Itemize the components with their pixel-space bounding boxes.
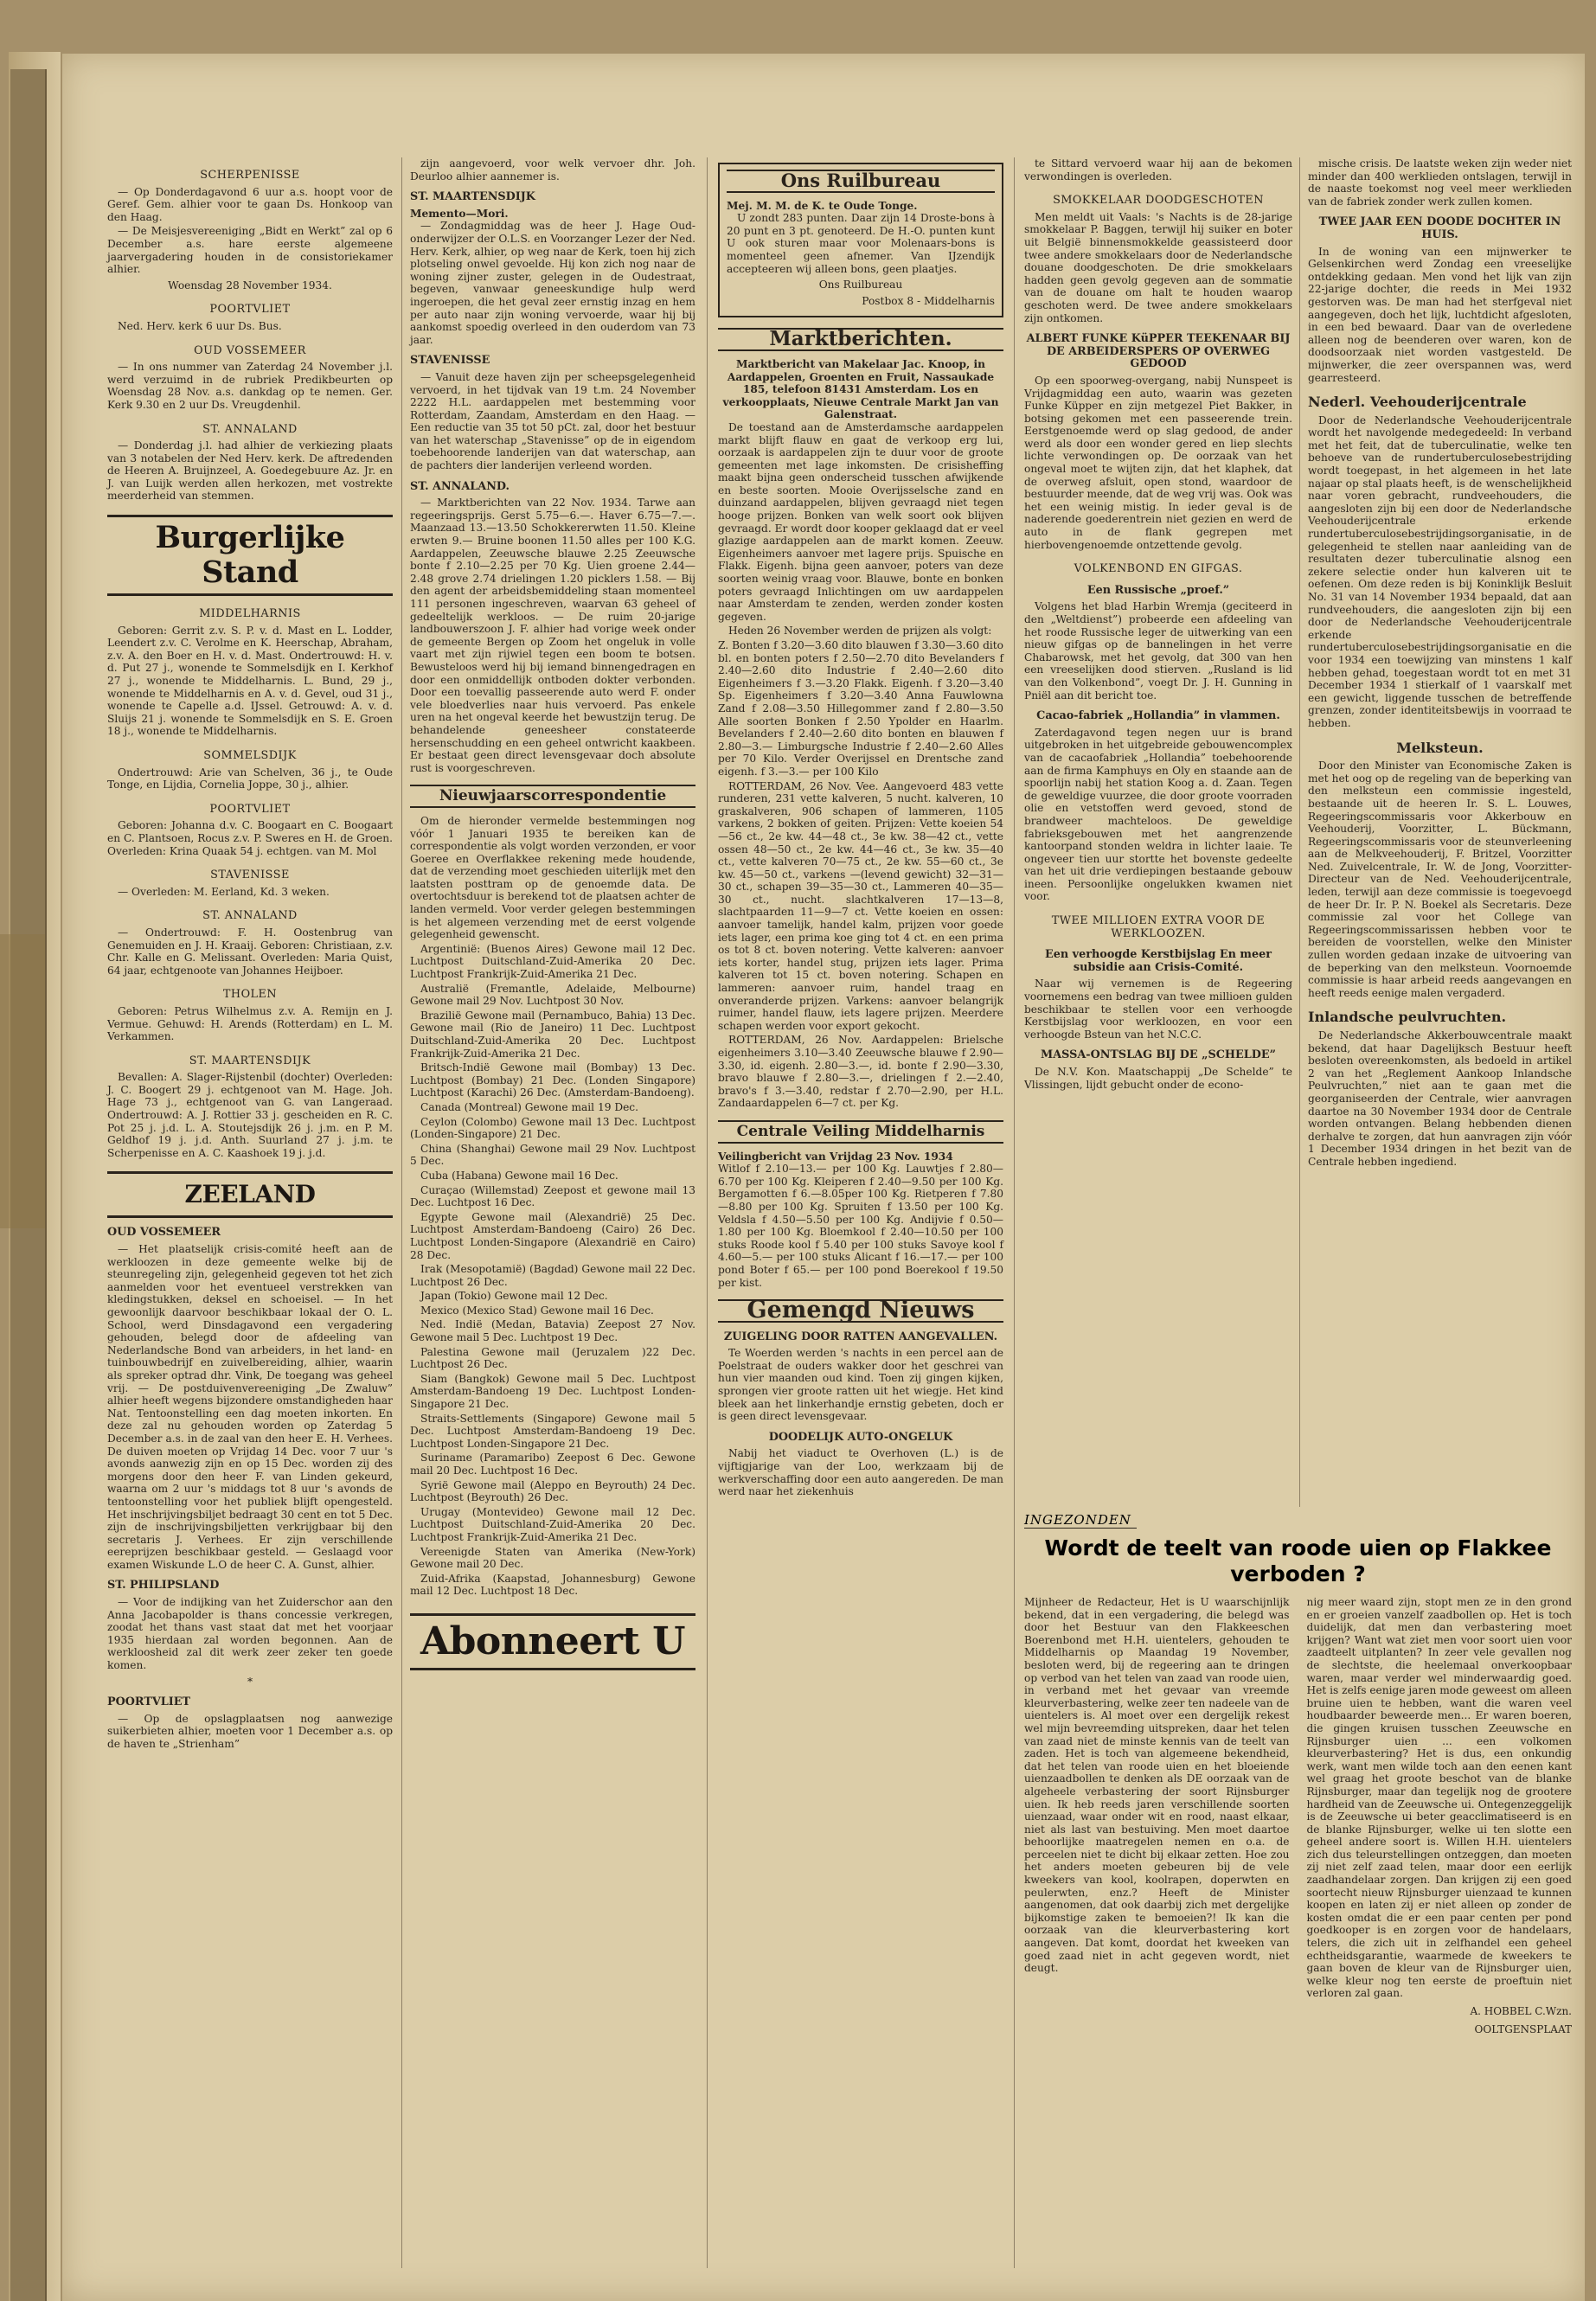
mail-schedule-item: Curaçao (Willemstad) Zeepost et gewone mail 13 Dec. Luchtpost 16 Dec. [410, 1183, 695, 1209]
section-heading: ST. MAARTENSDIJK [410, 190, 535, 204]
section-heading: MASSA-ONTSLAG BIJ DE „SCHELDE” [1041, 1048, 1276, 1062]
letter-left-column: Mijnheer de Redacteur, Het is U waarschijnlijk bekend, dat in een vergadering, die belegd was door het Bestuur van den Flakkeeschen Boerenbond met H.H. uientelers, gehouden te Middelharnis op Maandag 19 November, besloten werd, bij de regeering aan te dringen op verbod van het telen van zaad van roode uien, in verband met het gevaar van vreemde kleurverbastering, welke zeer ten nadeele van de uientelers is. Al moet over een dergelijk rekest wel mijn bevreemding uitspreken, daar het telen van zaad niet de minste kennis van de teelt van zaden. Het is toch van algemeene bekendheid, dat het telen van roode uien en het bloeiende uienzaadbollen te denken als DE oorzaak van de algeheele verbastering der soort Rijnsburger uien. Ik heb reeds jaren verschillende soorten uienzaad, waar onder wit en rood, naast elkaar, niet als last van bestuiving. Men moet daartoe behoorlijke maatregelen nemen en o.a. de perceelen niet te dicht bij elkaar zetten. Hoe zou het anders moeten gebeuren bij de vele kweekers van kool, koolrapen, doperwten en peulerwten, enz.? Heeft de Minister aangenomen, dat ook daarbij zich met dergelijke bijkomstige zaken te bemoeien?! Ik kan die oorzaak van die kleurverbastering kort aangeven. Dat komt, doordat het kweeken van goed zaad niet in acht gegeven wordt, niet deugt. [1024, 1596, 1290, 1975]
mail-schedule-item: China (Shanghai) Gewone mail 29 Nov. Luchtpost 5 Dec. [410, 1142, 695, 1168]
mail-schedule-item: Zuid-Afrika (Kaapstad, Johannesburg) Gewone mail 12 Dec. Luchtpost 18 Dec. [410, 1572, 695, 1598]
column-5 [1308, 157, 1572, 1170]
ingezonden-article [1024, 1512, 1572, 2035]
article-text: Ned. Herv. kerk 6 uur Ds. Bus. [118, 319, 282, 332]
column-3 [718, 157, 1003, 1500]
article-text: De toestand aan de Amsterdamsche aardappelen markt blijft flauw en gaat de verkoop erg lui, oorzaak is aardappelen zijn te duur voor de groote gemeenten met lage inkomsten. De crisisheffing maakt bijna geen onderscheid tusschen afwijkende en beste soorten. Mooie Overijsselsche zand en duinzand aardappelen, blijven gevraagd niet tegen hooge prijzen. Bonken van welk soort ook blijven gevraagd. Er wordt door kooper geklaagd dat er veel glazige aardappelen aan de markt komen. Zeeuw. Eigenheimers aanvoer met lagere prijs. Spuische en Flakk. Eigenh. bijna geen aanvoer, poters van deze soorten weinig vraag voor. Blauwe, bonte en bonken poters gevraagd Inlichtingen om uw aardappelen naar Amsterdam te zenden, werden zonder kosten gegeven. [718, 420, 1003, 623]
article-text: Geboren: Johanna d.v. C. Boogaart en C. Boogaart en C. Plantsoen, Rocus z.v. P. Sweres en H. de Groen. Overleden: Krina Quaak 54 j. echtgen. van M. Mol [107, 819, 393, 857]
subheading: Een Russische „proef.” [1086, 583, 1230, 597]
mail-schedule-item: Australië (Fremantle, Adelaide, Melbourne) Gewone mail 29 Nov. Luchtpost 30 Nov. [410, 982, 695, 1008]
section-heading: ST. PHILIPSLAND [107, 1579, 220, 1593]
mail-schedule-item: Suriname (Paramaribo) Zeepost 6 Dec. Gewone mail 20 Dec. Luchtpost 16 Dec. [410, 1452, 695, 1477]
section-heading: POORTVLIET [107, 1695, 191, 1709]
mail-schedule-item: Egypte Gewone mail (Alexandrië) 25 Dec. Luchtpost Amsterdam-Bandoeng (Cairo) 26 Dec. Luchtpost Londen-Singapore (Alexandrië en Cairo) 28 Dec. [410, 1210, 695, 1261]
mail-schedule-item: Siam (Bangkok) Gewone mail 5 Dec. Luchtpost Amsterdam-Bandoeng 19 Dec. Luchtpost Londen-Singapore 21 Dec. [410, 1372, 695, 1411]
article-text: Nabij het viaduct te Overhoven (L.) is de vijftigjarige van der Loo, werkzaam bij de werkverschaffing door een auto aangereden. De man werd naar het ziekenhuis [718, 1447, 1003, 1498]
article-text: ROTTERDAM, 26 Nov. Aardappelen: Brielsche eigenheimers 3.10—3.40 Zeeuwsche blauwe f 2.90—3.30, id. eigenh. 2.80—3.—, id. bonte f 2.90—3.30, bravo blauwe f 2.80—3.—, drielingen f 2.—2.40, bravo's f 3.—3.40, redstar f 2.70—2.90, per H.L. Zandaardappelen 6—7 ct. per Kg. [718, 1034, 1003, 1110]
mail-schedule-item: Palestina Gewone mail (Jeruzalem )22 Dec. Luchtpost 26 Dec. [410, 1345, 695, 1371]
section-heading: ST. ANNALAND. [410, 479, 510, 493]
ingezonden-kicker: INGEZONDEN [1024, 1512, 1137, 1529]
section-heading: ST. ANNALAND [202, 909, 298, 923]
subheading: Marktbericht van Makelaar Jac. Knoop, in Aardappelen, Groenten en Fruit, Nassaukade 185, telefoon 81431 Amsterdam. Los en verkoopplaats, Nieuwe Centrale Markt Jan van Galenstraat. [722, 357, 999, 421]
abonneert-banner: Abonneert U [410, 1613, 695, 1670]
signature: Ons Ruilbureau [818, 279, 903, 292]
section-heading: Nederl. Veehouderijcentrale [1308, 394, 1527, 411]
article-text: Om de hieronder vermelde bestemmingen nog vóór 1 Januari 1935 te bereiken kan de correspondentie als volgt worden verzonden, er voor Goeree en Overflakkee rekening mede houdende, dat de verzending moet geschieden uiterlijk met den laatsten posttram op de genoemde data. De overtochtsduur is berekend tot de plaatsen achter de landen vermeld. Voor verder gelegen bestemmingen is het algemeen verzending met de eerst volgende gelegenheid gewenscht. [410, 814, 695, 941]
column-rule [401, 157, 402, 2268]
section-heading: SMOKKELAAR DOODGESCHOTEN [1053, 194, 1264, 208]
article-text: ROTTERDAM, 26 Nov. Vee. Aangevoerd 483 vette runderen, 231 vette kalveren, 5 nucht. kalveren, 10 graskalveren, 906 schapen of lammeren, 1105 varkens, 2 bokken of geiten. Prijzen: Vette koeien 54—56 ct., 2e kw. 44—48 ct., 3e kw. 38—42 ct., vette ossen 48—50 ct., 2e kw. 44—46 ct., 3e kw. 35—40 ct., vette kalveren 70—75 ct., 2e kw. 55—60 ct., 3e kw. 45—50 ct., varkens —(levend gewicht) 32—31—30 ct., schapen 39—35—30 ct., Lammeren 40—35—30 ct., nucht. slachtkalveren 17—13—8, slachtpaarden 11—9—7 ct. Vette koeien en ossen: aanvoer tamelijk, handel kalm, prijzen voor goede iets lager, een prima koe ging tot 4 ct. en een prima os tot 8 ct. boven notering. Vette kalveren: aanvoer iets korter, handel stug, prijzen iets lager. Prima kalveren tot 15 ct. boven notering. Schapen en lammeren: aanvoer ruim, handel traag en onveranderde prijzen. Varkens: aanvoer belangrijk ruimer, handel flauw, iets lagere prijzen. Meerdere schapen werden voor export gekocht. [718, 779, 1003, 1032]
section-heading: Melksteun. [1396, 739, 1484, 756]
article-text: Naar wij vernemen is de Regeering voornemens een bedrag van twee millioen gulden beschikbaar te stellen voor een verhoogde Kerstbijslag voor werkloozen, en voor een verhoogde Bsteun van het N.C.C. [1024, 977, 1292, 1041]
article-text: — Op Donderdagavond 6 uur a.s. hoopt voor de Geref. Gem. alhier voor te gaan Ds. Honkoop van den Haag. [107, 185, 393, 223]
section-heading: STAVENISSE [210, 868, 290, 882]
signature: A. HOBBEL C.Wzn. [1470, 2005, 1572, 2017]
article-text: — Marktberichten van 22 Nov. 1934. Tarwe aan regeeringsprijs. Gerst 5.75—6.—. Haver 6.75—7.—. Maanzaad 13.—13.50 Schokkererwten 11.50. Kleine erwten 9.— Bruine boonen 11.50 alles per 100 K.G. Aardappelen, Zeeuwsche blauwe 2.25 Zeeuwsche bonte f 2.10—2.25 per 70 Kg. Uien groene 2.44—2.48 grove 2.74 drielingen 1.20 picklers 1.58. — Bij den agent der arbeidsbemiddeling staan momenteel 111 personen ingeschreven, waarvan 63 geheel of gedeeltelijk werkloos. — De ruim 20-jarige landbouwerszoon J. F. alhier had vorige week onder de gemeente Bergen op Zoom het ongeluk in volle vaart met zijn rijwiel tegen een boom te botsen. Bewusteloos werd hij bij iemand binnengedragen en door een onmiddellijk ontboden dokter verbonden. Door een toevallig passeerende auto werd F. onder vele bloedverlies naar huis vervoerd. Pas enkele uren na het ongeval keerde het bewustzijn terug. De behandelende geneesheer constateerde hersenschudding en een geheel ontwricht kaakbeen. Er bestaat geen direct levensgevaar doch absolute rust is voorgeschreven. [410, 497, 695, 774]
section-heading: POORTVLIET [209, 802, 291, 816]
mail-schedule-item: Vereenigde Staten van Amerika (New-York) Gewone mail 20 Dec. [410, 1545, 695, 1571]
section-heading: THOLEN [222, 988, 278, 1002]
mail-schedule-item: Syrië Gewone mail (Aleppo en Beyrouth) 24 Dec. Luchtpost (Beyrouth) 26 Dec. [410, 1478, 695, 1504]
column-1 [107, 157, 393, 1753]
ruilbureau-box [718, 163, 1003, 317]
separator-star: * [247, 1675, 253, 1688]
mail-schedule-item: Britsch-Indië Gewone mail (Bombay) 13 Dec. Luchtpost (Bombay) 21 Dec. (Londen Singapore) Luchtpost (Karachi) 26 Dec. (Amsterdam-Bandoeng). [410, 1061, 695, 1099]
stain [0, 934, 45, 1228]
burgerlijke-stand-header: Burgerlijke Stand [107, 515, 393, 596]
article-text: — In ons nummer van Zaterdag 24 November j.l. werd verzuimd in de rubriek Predikbeurten op Woensdag 28 Nov. a.s. dankdag op te nemen. Ger. Kerk 9.30 en 2 uur Ds. Vreugdenhil. [107, 361, 393, 411]
article-text: — Voor de indijking van het Zuiderschor aan den Anna Jacobapolder is thans concessie verkregen, zoodat het thans vast staat dat met het voorjaar 1935 hierdaan zal worden begonnen. Aan de werkloosheid zal dit werk zeer zeker ten goede komen. [107, 1596, 393, 1672]
article-text: — Zondagmiddag was de heer J. Hage Oud-onderwijzer der O.L.S. en Voorzanger Lezer der Ned. Herv. Kerk, alhier, op weg naar de Kerk, toen hij zich plotseling onwel gevoelde. Hij kon zich nog naar de woning zijner zuster, gelegen in de Oudestraat, begeven, vanwaar geneeskundige hulp werd ingeroepen, die het geval zeer ernstig inzag en hem per auto naar zijn woning vervoerde, waar hij bij aankomst spoedig overleed in den ouderdom van 73 jaar. [410, 220, 695, 346]
article-text: — Donderdag j.l. had alhier de verkiezing plaats van 3 notabelen der Ned Herv. kerk. De aftredenden de Heeren A. Bruijnzeel, A. Goedegebuure Az. Jr. en J. van Luijk werden allen herkozen, met vostrekte meerderheid van stemmen. [107, 439, 393, 503]
newspaper-page [62, 54, 1585, 2301]
section-heading: Cacao-fabriek „Hollandia” in vlammen. [1036, 709, 1280, 723]
article-text: U zondt 283 punten. Daar zijn 14 Droste-bons à 20 punt en 3 pt. genoteerd. De H.-O. punten kunt U ook sturen maar voor Molenaars-bons is momenteel geen afnemer. Van IJzendijk accepteeren wij alleen bons, geen plaatjes. [727, 212, 995, 275]
section-heading: VOLKENBOND EN GIFGAS. [1074, 562, 1243, 576]
article-text: mische crisis. De laatste weken zijn weder niet minder dan 400 werklieden ontslagen, terwijl in de naaste toekomst nog veel meer werklieden van de fabriek zonder werk zullen komen. [1308, 157, 1572, 208]
veiling-header: Centrale Veiling Middelharnis [718, 1120, 1003, 1144]
article-text: Heden 26 November werden de prijzen als volgt: [728, 625, 992, 638]
marktberichten-header: Marktberichten. [718, 328, 1003, 351]
mail-schedule-item: Brazilië Gewone mail (Pernambuco, Bahia) 13 Dec. Gewone mail (Rio de Janeiro) 11 Dec. Luchtpost Duitschland-Zuid-Amerika 20 Dec. Luchtpost Frankrijk-Zuid-Amerika 21 Dec. [410, 1009, 695, 1060]
section-heading: SOMMELSDIJK [203, 749, 297, 762]
section-heading: ST. MAARTENSDIJK [189, 1054, 311, 1067]
zeeland-header: ZEELAND [107, 1171, 393, 1218]
article-text: Ondertrouwd: Arie van Schelven, 36 j., te Oude Tonge, en Lijdia, Cornelia Joppe, 30 j., alhier. [107, 766, 393, 792]
column-rule [1014, 157, 1015, 2268]
article-text: In de woning van een mijnwerker te Gelsenkirchen werd Zondag een vreeselijke ontdekking gedaan. Men vond het lijk van zijn 22-jarige dochter, die reeds in Mei 1932 gestorven was. De man had het sterfgeval niet aangegeven, doch het lijk, luchtdicht afgesloten, in een bed bewaard. Daar van de overledene alleen nog de beenderen over waren, kon de doodsoorzaak niet worden vastgesteld. De mijnwerker, die zeer overspannen was, werd gearresteerd. [1308, 245, 1572, 384]
section-heading: OUD VOSSEMEER [194, 343, 306, 357]
section-heading: ALBERT FUNKE KüPPER TEEKENAAR BIJ DE ARBEIDERSPERS OP OVERWEG GEDOOD [1026, 332, 1291, 371]
price-list: Z. Bonten f 3.20—3.60 dito blauwen f 3.30—3.60 dito bl. en bonten poters f 2.50—2.70 dito Bevelanders f 2.40—2.60 dito Industrie f 2.40—2.60 dito Eigenheimers f 3.—3.20 Flakk. Eigenh. f 3.20—3.40 Sp. Eigenheimers f 3.20—3.40 Anna Fauwlowna Zand f 2.08—3.50 Hillegommer zand f 2.80—3.50 Alle soorten Bonken f 2.50 Ypolder en Haarlm. Bevelanders f 2.40—2.60 dito bonten en blauwen f 2.80—3.— Limburgsche Industrie f 2.40—2.60 Alles per 70 Kilo. Verder Overijssel en Drentsche zand eigenh. f 3.—3.— per 100 Kilo [718, 639, 1003, 778]
article-text: Te Woerden werden 's nachts in een percel aan de Poelstraat de ouders wakker door het geschrei van hun vier maanden oud kind. Toen zij gingen kijken, sprongen vier groote ratten uit het wiegje. Het kind bleek aan het linkerhandje ernstig gebeten, doch er is geen direct levensgevaar. [718, 1347, 1003, 1423]
article-text: — De Meisjesvereeniging „Bidt en Werkt” zal op 6 December a.s. hare eerste algemeene jaarvergadering houden in de consistoriekamer alhier. [107, 225, 393, 276]
article-text: Volgens het blad Harbin Wremja (geciteerd in den „Weltdienst”) probeerde een afdeeling van het roode Russische leger de uitwerking van een nieuw gifgas op de bannelingen in het verre Chabarowsk, met het gevolg, dat 300 van hen een vreeselijken dood stierven. „Rusland is lid van den Volkenbond”, voegt Dr. J. H. Gunning in Pniël aan dit bericht toe. [1024, 600, 1292, 702]
nieuwjaar-header: Nieuwjaarscorrespondentie [410, 785, 695, 808]
mail-schedule-item: Ned. Indië (Medan, Batavia) Zeepost 27 Nov. Gewone mail 5 Dec. Luchtpost 19 Dec. [410, 1318, 695, 1344]
column-rule [1299, 157, 1300, 1507]
mail-schedule-item: Cuba (Habana) Gewone mail 16 Dec. [420, 1169, 619, 1182]
article-text: — Ondertrouwd: F. H. Oostenbrug van Genemuiden en J. H. Kraaij. Geboren: Christiaan, z.v. Chr. Kalle en G. Melissant. Overleden: Maria Quist, 64 jaar, echtgenoote van Johannes Heijboer. [107, 926, 393, 977]
section-heading: SCHERPENISSE [200, 169, 300, 182]
article-text: Men meldt uit Vaals: 's Nachts is de 28-jarige smokkelaar P. Baggen, terwijl hij suiker en boter uit België binnensmokkelde geassisteerd door twee andere smokkelaars door de Nederlandsche douane doodgeschoten. De drie smokkelaars hadden geen gevolg gegeven aan de sommatie van de douane om halt te houden waarop geschoten werd. De twee andere smokkelaars zijn ontkomen. [1024, 210, 1292, 324]
article-text: Geboren: Gerrit z.v. S. P. v. d. Mast en L. Lodder, Leendert z.v. C. Verolme en K. Heerschap, Abraham, z.v. A. den Boer en H. v. d. Mast. Ondertrouwd: H. v. d. Put 27 j., wonende te Sommelsdijk en I. Kerkhof 27 j., wonende te Middelharnis. L. Bund, 29 j., wonende te Middelharnis en A. v. d. Gevel, oud 31 j., wonende te Capelle a.d. IJssel. Getrouwd: A. v. d. Sluijs 21 j. wonende te Sommelsdijk en S. E. Groen 18 j., wonende te Middelharnis. [107, 624, 393, 738]
price-list: Witlof f 2.10—13.— per 100 Kg. Lauwtjes f 2.80—6.70 per 100 Kg. Kleiperen f 2.40—9.50 per 100 Kg. Bergamotten f 6.—8.05per 100 Kg. Rietperen f 7.80—8.80 per 100 Kg. Spruiten f 13.50 per 100 Kg. Veldsla f 4.50—5.50 per 100 Kg. Andijvie f 0.50—1.80 per 100 Kg. Bloemkool f 2.40—10.50 per 100 stuks Roode kool f 5.40 per 100 stuks Savoye kool f 4.60—5.— per 100 stuks Alicant f 16.—17.— per 100 pond Boter f 65.— per 100 pond Boerekool f 19.50 per kist. [718, 1163, 1003, 1289]
subheading: Mej. M. M. de K. te Oude Tonge. [727, 199, 918, 212]
article-text: — Het plaatselijk crisis-comité heeft aan de werkloozen in deze gemeente welke bij de steunregeling zijn, gelegenheid gegeven tot het zich aanmelden voor het eventueel verstrekken van kledingstukken, deksel en schoeisel. — In het gewoonlijk daarvoor beschikbaar lokaal der O. L. School, werd Dinsdagavond een vergadering gehouden, belegd door de afdeeling van Nederlandsche Bond van arbeiders, in het land- en tuinbouwbedrijf en zuivelbereiding, alhier, waarin als spreker optrad dhr. Vink, De toegang was geheel vrij. — De postduivenvereeniging „De Zwaluw” alhier heeft wegens bijzondere omstandigheden haar Nat. Tentoonstelling een dag moeten inkorten. En deze zal nu gehouden worden op Zaterdag 5 December a.s. in de zaal van den heer E. H. Verhees. De duiven moeten op Vrijdag 14 Dec. voor 7 uur 's avonds aanwezig zijn en op 15 Dec. worden zij des morgens door den heer F. van Linden gekeurd, waarna om 2 uur 's middags tot 8 uur 's avonds de tentoonstelling voor het publiek blijft opengesteld. Het inschrijvingsbiljet bedraagt 30 cent en tot 5 Dec. zijn de inschrijvingsbiljetten verkrijgbaar bij den secretaris J. Verhees. Er zijn verschillende eereprijzen beschikbaar gesteld. — Geslaagd voor examen Wiskunde L.O de heer C. A. Gunst, alhier. [107, 1243, 393, 1571]
subheading: Veilingbericht van Vrijdag 23 Nov. 1934 [718, 1150, 953, 1163]
article-text: Door den Minister van Economische Zaken is met het oog op de regeling van de beperking van den melksteun een commissie ingesteld, bestaande uit de heeren Ir. S. L. Louwes, Regeeringscommissaris voor Akkerbouw en Veehouderij, Voorzitter, L. Bückmann, Regeeringscommissaris voor de steunverleening aan de Melkveehouderij, F. Britzel, Voorzitter Ned. Zuivelcentrale, Ir. W. de Jong, Voorzitter-Directeur van de Ned. Veehouderijcentrale, leden, terwijl aan deze commissie is toegevoegd de heer Dr. Ir. P. N. Boekel als Secretaris. Deze commissie zal voor het College van Regeeringscommissarissen hebben voor te bereiden de voorstellen, welke den Minister zullen worden gedaan inzake de uitvoering van de beperking van den melksteun. Voornoemde commissie is haar arbeid reeds aangevangen en heeft reeds eenige malen vergaderd. [1308, 760, 1572, 999]
section-heading: TWEE JAAR EEN DOODE DOCHTER IN HUIS. [1318, 215, 1561, 241]
section-heading: OUD VOSSEMEER [107, 1226, 221, 1240]
article-text: De Nederlandsche Akkerbouwcentrale maakt bekend, dat haar Dagelijksch Bestuur heeft besloten overeenkomsten, als bedoeld in artikel 2 van het „Reglement Aankoop Inlandsche Peulvruchten,” niet aan te gaan met die georganiseerden der Centrale, wier aanvragen daartoe na 30 November 1934 door de Centrale worden ontvangen. Belang hebbenden dienen derhalve te zorgen, dat hun aanvragen zijn vóór 1 December 1934 dringen in het bezit van de Centrale hebben ingediend. [1308, 1029, 1572, 1168]
mail-schedule-item: Ceylon (Colombo) Gewone mail 13 Dec. Luchtpost (Londen-Singapore) 21 Dec. [410, 1115, 695, 1141]
article-headline: Wordt de teelt van roode uien op Flakkee verboden ? [1044, 1535, 1552, 1586]
subheading: Een verhoogde Kerstbijslag En meer subsidie aan Crisis-Comité. [1045, 948, 1272, 974]
section-heading: Inlandsche peulvruchten. [1308, 1009, 1507, 1026]
column-4 [1024, 157, 1292, 1093]
column-2 [410, 157, 695, 1677]
article-text: — Vanuit deze haven zijn per scheepsgelegenheid vervoerd, in het tijdvak van 19 t.m. 24 November 2222 H.L. aardappelen met bestemming voor Rotterdam, Zaandam, Amsterdam en den Haag. — Een reductie van 35 tot 50 pCt. zal, door het bestuur van het waterschap „Stavenisse” op de in eigendom toebehoorende landerijen van dat waterschap, aan de pachters dier landerijen verleend worden. [410, 370, 695, 472]
mail-schedule-list [410, 943, 695, 1598]
signature: Postbox 8 - Middelharnis [862, 294, 995, 307]
mail-schedule-item: Irak (Mesopotamië) (Bagdad) Gewone mail 22 Dec. Luchtpost 26 Dec. [410, 1263, 695, 1288]
article-text: — Overleden: M. Eerland, Kd. 3 weken. [118, 885, 330, 898]
article-text: De N.V. Kon. Maatschappij „De Schelde” te Vlissingen, lijdt gebucht onder de econo- [1024, 1066, 1292, 1091]
article-text: te Sittard vervoerd waar hij aan de bekomen verwondingen is overleden. [1024, 157, 1292, 183]
section-heading: ST. ANNALAND [202, 422, 298, 436]
mail-schedule-item: Straits-Settlements (Singapore) Gewone mail 5 Dec. Luchtpost Amsterdam-Bandoeng 19 Dec. Luchtpost Londen-Singapore 21 Dec. [410, 1412, 695, 1450]
article-text: zijn aangevoerd, voor welk vervoer dhr. Joh. Deurloo alhier aannemer is. [410, 157, 695, 183]
section-heading: STAVENISSE [410, 354, 490, 368]
letter-right-column: nig meer waard zijn, stopt men ze in den grond en er groeien vanzelf zaadbollen op. Het is toch duidelijk, dat men dan verbastering moet krijgen? Want wat ziet men voor soort uien voor zaadteelt uitplanten? In zeer vele gevallen nog de slechtste, die heelemaal onverkoopbaar waren, maar verder wel minderwaardig goed. Het is zelfs eenige jaren mode geweest om alleen bruine uien te hebben, want die waren veel houdbaarder beweerde men... Er waren boeren, die gingen kruisen tusschen Zeeuwsche en Rijnsburger uien ... een volkomen kleurverbastering? Het is dus, een onkundig werk, want men wilde toch aan den eenen kant wel graag het groote beschot van de blanke Rijnsburger, maar dan tegelijk nog de grootere hardheid van de Zeeuwsche ui. Ontegenzeggelijk is de Zeeuwsche ui beter geacclimatiseerd is en de blanke Rijnsburger, welke ui ten slotte een geheel andere soort is. Willen H.H. uientelers zich dus teleurstellingen ontzeggen, dan moeten zij niet zelf zaad telen, maar door een eerlijk zaadhandelaar zorgen. Dan krijgen zij een goed soortecht nieuw Rijnsburger uienzaad te kunnen koopen en laten zij er niet alleen op zonder de kosten omdat die er een paar centen per pond goedkooper is en zorgen voor de handelaars, telers, die zich uit in zelfhandel een geheel echtheidsgarantie, waarmede de kweekers te gaan boven de kleur van de Rijnsburger uien, welke kleur nog ten eerste de proeftuin niet verloren zal gaan. [1306, 1596, 1572, 2000]
section-heading: POORTVLIET [209, 303, 291, 317]
signature-place: OOLTGENSPLAAT [1474, 2022, 1572, 2035]
mail-schedule-item: Urugay (Montevideo) Gewone mail 12 Dec. Luchtpost Duitschland-Zuid-Amerika 20 Dec. Luchtpost Frankrijk-Zuid-Amerika 21 Dec. [410, 1505, 695, 1543]
section-heading: MIDDELHARNIS [199, 607, 301, 621]
mail-schedule-item: Canada (Montreal) Gewone mail 19 Dec. [420, 1100, 639, 1113]
column-rule [707, 157, 708, 2268]
article-text: Op een spoorweg-overgang, nabij Nunspeet is Vrijdagmiddag een auto, waarin was gezeten Funke Küpper en zijn metgezel Piet Bakker, in botsing gekomen met een passeerende trein. Eerstgenoemde werd op slag gedood, de ander werd als door een wonder gered en liep slechts lichte verwondingen op. De oorzaak van het ongeval moet te wijten zijn, dat het klaphek, dat de overweg afsluit, open stond, waardoor de bestuurder meende, dat de weg vrij was. Ook was het een weinig mistig. In ieder geval is de naderende goederentrein niet gezien en werd de auto in de flank gegrepen met hierbovengenoemde ontzettende gevolg. [1024, 374, 1292, 551]
mail-schedule-item: Argentinië: (Buenos Aires) Gewone mail 12 Dec. Luchtpost Duitschland-Zuid-Amerika 20 Dec. Luchtpost Frankrijk-Zuid-Amerika 21 Dec. [410, 942, 695, 981]
date-line: Woensdag 28 November 1934. [168, 279, 332, 292]
article-text: Geboren: Petrus Wilhelmus z.v. A. Remijn en J. Vermue. Gehuwd: H. Arends (Rotterdam) en L. M. Verkammen. [107, 1004, 393, 1043]
article-text: — Op de opslagplaatsen nog aanwezige suikerbieten alhier, moeten voor 1 December a.s. op de haven te „Strienham” [107, 1712, 393, 1750]
mail-schedule-item: Mexico (Mexico Stad) Gewone mail 16 Dec. [420, 1304, 654, 1317]
subheading: Memento—Mori. [410, 207, 509, 220]
section-heading: DOODELIJK AUTO-ONGELUK [768, 1430, 953, 1444]
article-text: Bevallen: A. Slager-Rijstenbil (dochter) Overleden: J. C. Boogert 29 j. echtgenoot van M. Hage. Joh. Hage 73 j., echtgenoot van G. van Langeraad. Ondertrouwd: A. J. Rottier 33 j. gescheiden en R. C. Pot 25 j. j.d. L. A. Stoutejsdijk 26 j. j.m. en P. M. Geldhof 19 j. j.d. Anth. Suurland 27 j. j.m. te Scherpenisse en A. C. Kaashoek 19 j. j.d. [107, 1071, 393, 1159]
section-heading: ZUIGELING DOOR RATTEN AANGEVALLEN. [723, 1330, 998, 1343]
ruilbureau-header: Ons Ruilbureau [727, 170, 995, 193]
article-text: Zaterdagavond tegen negen uur is brand uitgebroken in het uitgebreide gebouwencomplex van de cacaofabriek „Hollandia” toebehoorende aan de firma Kamphuys en Oly en staande aan de spoorlijn nabij het station Koog a. d. Zaan. Tegen de geweldige vuurzee, die door groote voorraden olie en vetstoffen werd gevoed, stond de brandweer machteloos. De geweldige fabrieksgebouwen met het aangrenzende kantoorpand stonden weldra in lichter laaie. Te ongeveer tien uur stortte het bovenste gedeelte van het uit drie verdiepingen bestaande gebouw ineen. Persoonlijke ongelukken kwamen niet voor. [1024, 726, 1292, 903]
gemengd-header: Gemengd Nieuws [718, 1299, 1003, 1323]
article-text: Door de Nederlandsche Veehouderijcentrale wordt het navolgende medegedeeld: In verband met het feit, dat de tuberculinatie, welke ten behoeve van de rundertuberculosebestrijding wordt toegepast, in het algemeen in het late najaar op stal plaats heeft, is de wenschelijkheid naar voren gebracht, rundveehouders, die aangesloten zijn bij een door de Nederlandsche Veehouderijcentrale erkende rundertuberculosebestrijdingsorganisatie, in de gelegenheid te stellen naar aanleiding van de resultaten dezer tuberculinatie alsnog een zekere selectie onder hun kalveren uit te oefenen. Om deze reden is bij Koninklijk Besluit No. 31 van 14 November 1934 bepaald, dat aan rundveehouders, die aangesloten zijn bij een door de Nederlandsche Veehouderijcentrale erkende rundertuberculosebestrijdingsorganisatie en die voor 1934 een toewijzing van minstens 1 kalf hebben gehad, toegestaan wordt tot en met 31 December 1934 1 stierkalf of 1 vaarskalf met een gewicht, liggende tusschen de betreffende grenzen, zonder identiteitsbewijs in voorraad te hebben. [1308, 413, 1572, 729]
mail-schedule-item: Japan (Tokio) Gewone mail 12 Dec. [420, 1290, 608, 1303]
section-heading: TWEE MILLIOEN EXTRA VOOR DE WERKLOOZEN. [1051, 914, 1266, 940]
